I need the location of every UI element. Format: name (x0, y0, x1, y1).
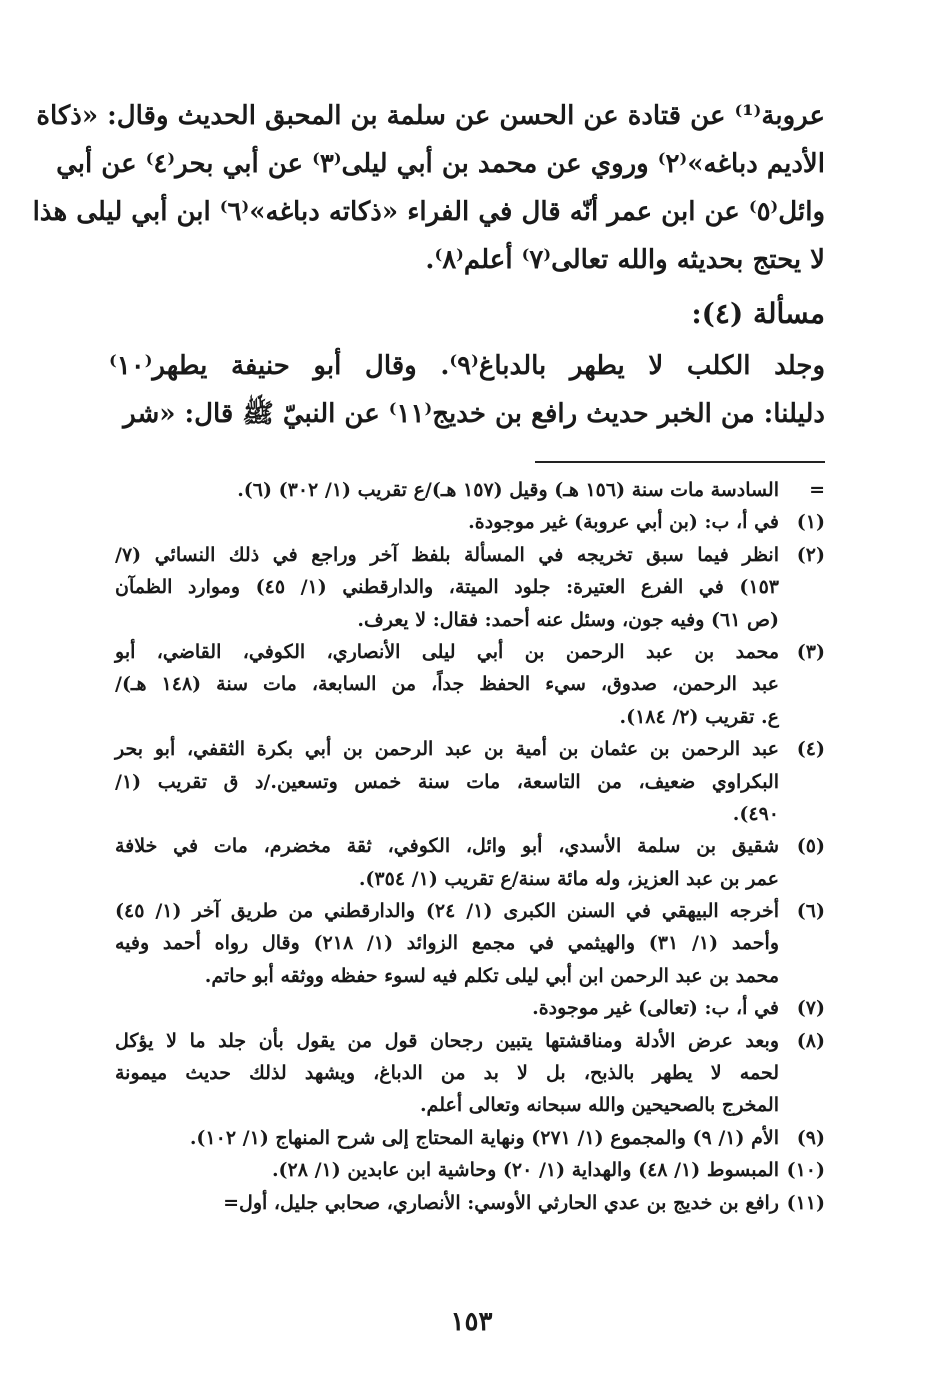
footnote-line: عبد الرحمن بن عثمان بن أمية بن عبد الرحمن بن أبي بكرة الثقفي، أبو بحر (115, 738, 779, 761)
footnote-line: أخرجه البيهقي في السنن الكبرى (١/ ٢٤) والدارقطني من طريق آخر (١/ ٤٥) (115, 900, 780, 923)
footnote-number: (١) (796, 511, 825, 534)
footnote-line: ع. تقريب (٢/ ١٨٤). (619, 705, 779, 728)
footnote-number: = (809, 479, 825, 501)
footnote-line: عبد الرحمن، صدوق، سيء الحفظ جداً، من السابعة، مات سنة (١٤٨ هـ)/ (115, 673, 779, 696)
footnote-number: (١١) (786, 1191, 825, 1214)
footnote-line: شقيق بن سلمة الأسدي، أبو وائل، الكوفي، ثقة مخضرم، مات في خلافة (115, 835, 779, 858)
footnote-5 (115, 830, 825, 895)
main-text-line: دليلنا: من الخبر حديث رافع بن خديج⁽١١⁾ عن النبيّ ﷺ قال: «شر (123, 399, 825, 429)
footnote-line: وأحمد (١/ ٣١) والهيثمي في مجمع الزوائد (١/ ٢١٨) وقال رواه أحمد وفيه (115, 932, 779, 955)
footnote-line: رافع بن خديج بن عدي الحارثي الأوسي: الأنصاري، صحابي جليل، أول= (223, 1191, 779, 1214)
footnote-line: السادسة مات سنة (١٥٦ هـ) وقيل (١٥٧ هـ)/ع تقريب (١/ ٣٠٢) (٦). (237, 479, 779, 501)
footnote-number: (٧) (796, 997, 825, 1020)
footnote-line: انظر فيما سبق تخريجه في المسألة بلفظ آخر وراجع في ذلك النسائي (٧/ (115, 543, 779, 566)
footnote-number: (٢) (796, 543, 825, 566)
footnote-11 (115, 1187, 825, 1219)
footnote-6 (115, 895, 825, 992)
footnote-line: (ص ٦١) وفيه جون، وسئل عنه أحمد: فقال: لا يعرف. (357, 608, 779, 631)
footnote-1 (115, 506, 825, 538)
footnote-line: في أ، ب: (تعالى) غير موجودة. (532, 997, 779, 1020)
footnote-10 (115, 1154, 825, 1186)
footnotes (115, 474, 825, 1219)
footnote-number: (٦) (796, 900, 825, 923)
footnote-line: وبعد عرض الأدلة ومناقشتها يتبين رجحان قول من يقول بأن جلد ما لا يؤكل (115, 1029, 779, 1052)
main-text-line: لا يحتج بحديثه والله تعالى⁽٧⁾ أعلم⁽٨⁾. (425, 245, 825, 275)
main-text-line: عروبة⁽¹⁾ عن قتادة عن الحسن عن سلمة بن المحبق الحديث وقال: «ذكاة (36, 101, 825, 131)
footnote-line: المبسوط (١/ ٤٨) والهداية (١/ ٢٠) وحاشية ابن عابدين (١/ ٢٨). (271, 1159, 779, 1182)
footnote-8 (115, 1025, 825, 1122)
main-text-line: وجلد الكلب لا يطهر بالدباغ⁽٩⁾. وقال أبو حنيفة يطهر⁽١٠⁾ (109, 351, 825, 381)
main-text (32, 92, 825, 438)
footnote-3 (115, 636, 825, 733)
footnote-number: (١٠) (786, 1159, 825, 1182)
footnote-line: لحمه لا يطهر بالذبح، بل لا بد من الدباغ، ويشهد لذلك حديث ميمونة (115, 1062, 779, 1085)
page-number: ١٥٣ (450, 1307, 493, 1337)
footnote-number: (٥) (796, 835, 825, 858)
footnote-line: عمر بن عبد العزيز، وله مائة سنة/ع تقريب (١/ ٣٥٤). (358, 867, 779, 890)
footnote-9 (115, 1122, 825, 1154)
footnote-divider (535, 461, 825, 463)
footnote-line: محمد بن عبد الرحمن بن أبي ليلى الأنصاري، الكوفي، القاضي، أبو (115, 640, 779, 663)
footnote-number: (٤) (796, 738, 825, 761)
footnote-line: المخرج بالصحيحين والله سبحانه وتعالى أعلم. (419, 1094, 779, 1117)
footnote-number: (٩) (796, 1126, 825, 1149)
footnote-line: محمد بن عبد الرحمن ابن أبي ليلى تكلم فيه لسوء حفظه ووثقه أبو حاتم. (204, 964, 779, 987)
footnote-line: الأم (١/ ٩) والمجموع (١/ ٢٧١) ونهاية المحتاج إلى شرح المنهاج (١/ ١٠٢). (189, 1126, 779, 1149)
footnote-line: ١٥٣) في الفرع العتيرة: جلود الميتة، والدارقطني (١/ ٤٥) وموارد الظمآن (115, 576, 779, 599)
footnote-line: ٤٩٠). (732, 802, 779, 825)
footnote-2 (115, 539, 825, 636)
main-text-line: وائل⁽٥⁾ عن ابن عمر أنّه قال في الفراء «ذكاته دباغه»⁽٦⁾ ابن أبي ليلى هذا (32, 197, 825, 227)
footnote-number: (٣) (796, 640, 825, 663)
main-text-line: الأديم دباغه»⁽٢⁾ وروي عن محمد بن أبي ليلى⁽٣⁾ عن أبي بحر⁽٤⁾ عن أبي (56, 149, 825, 179)
footnote-4 (115, 733, 825, 830)
footnote-7 (115, 992, 825, 1024)
footnote-line: البكراوي ضعيف، من التاسعة، مات سنة خمس وتسعين./د ق تقريب (١/ (115, 770, 779, 793)
footnote-number: (٨) (796, 1029, 825, 1052)
footnote-line: في أ، ب: (بن أبي عروبة) غير موجودة. (468, 511, 779, 534)
footnote-continuation (115, 474, 825, 506)
section-heading: مسألة (٤): (691, 297, 825, 330)
